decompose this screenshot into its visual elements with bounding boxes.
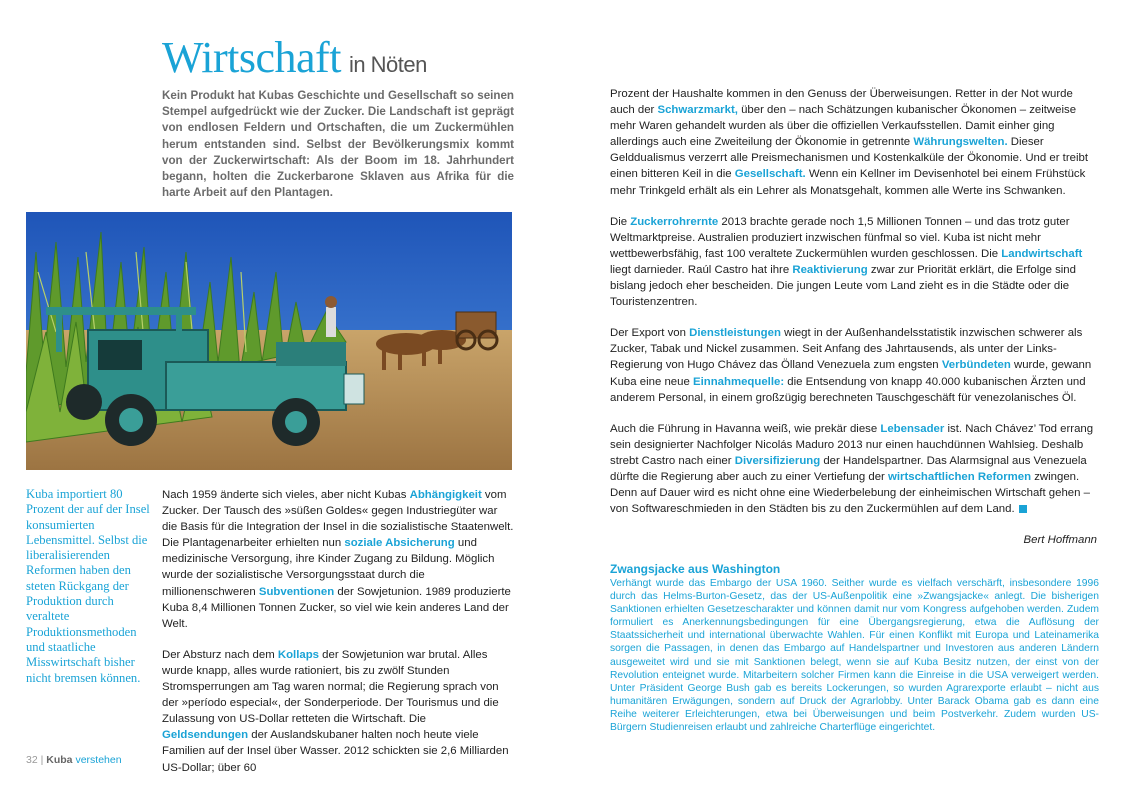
photo-illustration: [26, 212, 512, 470]
paragraph: Auch die Führung in Havanna weiß, wie prekär diese Lebensader ist. Nach Chávez’ Tod errang sein designierter Nachfolger Nicolás Maduro 2013 nur einen hauchdünnen Wahlsieg. Deshalb strebt Castro nach einer Diversifizierung der Handelspartner. Das Alarmsignal aus Venezuela dürfte die Regierung aber auch zu einer Vertiefung der wirtschaftlichen Reformen zwingen. Denn auf Dauer wird es nicht ohne eine Wiederbelebung der einheimischen Wirtschaft gehen – von Softwareschmieden in den Städten bis zu den Zuckermühlen auf dem Land.: [610, 422, 1094, 516]
sidebar-quote: Kuba importiert 80 Prozent der auf der Insel konsumierten Lebensmittel. Selbst die liberalisierenden Reformen haben den steten Rückgang der Produktion durch veraltete Produktionsmethoden und staatliche Misswirtschaft bisher nicht bremsen können.: [26, 487, 150, 685]
keyword: Einnahmequelle:: [692, 375, 785, 388]
keyword: Währungswelten.: [913, 136, 1008, 149]
footer-series: verstehen: [75, 754, 122, 766]
box-text: Verhängt wurde das Embargo der USA 1960. Seither wurde es vielfach verschärft, insbesondere 1996 durch das Helms-Burton-Gesetz, das der US-Außenpolitik eine »Zwangsjacke« anlegt. Die bisherigen Sanktionen erhielten Gesetzescharakter und können damit nur vom Kongress aufgehoben werden. Zudem formuliert es Anerkennungsbedingungen für eine Übergangsregierung, etwa die Auflösung der Staatssicherheit und international überwachte Wahlen. Für einen Konflikt mit Europa und Lateinamerika sorgen die Passagen, in denen das Embargo auf Handelspartner und Investoren aus anderen Ländern ausgeweitet wird und sie mit Sanktionen belegt, wenn sie auf Kuba Besitz nutzen, der einst von der Revolution enteignet wurde. Mitarbeitern solcher Firmen kann die Einreise in die USA verweigert werden. Unter Präsident George Bush gab es bereits Lockerungen, so wurden Agrarexporte erlaubt – nicht aus humanitären Erwägungen, sondern auf Druck der Agrarlobby. Unter Barack Obama gab es dann eine Reihe weiterer Erleichterungen, etwa bei Überweisungen und beim Postverkehr. Zudem wurden US-Bürgern Studienreisen erlaubt und zahlreiche Charterflüge eingerichtet.: [610, 578, 1099, 734]
paragraph: Der Absturz nach dem Kollaps der Sowjetunion war brutal. Alles wurde knapp, alles wurde rationiert, bis zu zwölf Stunden Stromsperrungen am Tag waren normal; die Regierung sprach von der »período especial«, der Sonderperiode. Der Tourismus und die Zulassung von US-Dollar retteten die Wirtschaft. Die Geldsendungen der Auslandskubaner halten noch heute viele Familien auf der Insel über Wasser. 2012 schickten sie 2,6 Milliarden US-Dollar; über 60: [162, 648, 509, 774]
keyword: Landwirtschaft: [1001, 247, 1083, 260]
keyword: Abhängigkeit: [409, 489, 482, 501]
title-sub: in Nöten: [348, 52, 427, 77]
intro-paragraph: Kein Produkt hat Kubas Geschichte und Gesellschaft so seinen Stempel aufgedrückt wie der Zucker. Die Landschaft ist geprägt von endlosen Feldern und Ortschaften, die um Zuckermühlen herum entstanden sind. Selbst der Bevölkerungsmix kommt von der Zuckerwirtschaft: Als der Boom im 18. Jahrhundert begann, holten die Zuckerbarone Sklaven aus Afrika für die harte Arbeit auf den Plantagen.: [162, 89, 514, 200]
end-square-icon: [1019, 505, 1027, 513]
box-title: Zwangsjacke aus Washington: [610, 562, 781, 576]
keyword: soziale Absicherung: [344, 537, 455, 550]
page-title: [162, 30, 427, 93]
keyword: Verbündeten: [941, 359, 1011, 372]
paragraph: Nach 1959 änderte sich vieles, aber nicht Kubas Abhängigkeit vom Zucker. Der Tausch des »süßen Goldes« gegen Industriegüter war die Basis für die Integration der Insel in die sozialistische Staatenwelt. Die Plantagenarbeiter erhielten nun soziale Absicherung und medizinische Versorgung, ihre Kinder Zugang zu Bildung. Möglich wurde der sozialistische Versorgungsstaat durch die millionenschweren Subventionen der Sowjetunion. 1989 produzierte Kuba 8,4 Millionen Tonnen Zucker, so viel wie kein anderes Land der Welt.: [162, 489, 514, 630]
footer-book-title: Kuba: [46, 754, 73, 766]
keyword: wirtschaftlichen Reformen: [888, 470, 1032, 483]
keyword: Lebensader: [880, 422, 945, 435]
keyword: Diversifizierung: [734, 454, 821, 467]
keyword: Dienstleistungen: [689, 327, 781, 340]
photo-sugarcane-harvest: [26, 212, 512, 470]
footer-separator: |: [40, 754, 44, 766]
paragraph: Der Export von Dienstleistungen wiegt in der Außenhandelsstatistik inzwischen schwerer als Zucker, Tabak und Nickel zusammen. Seit Anfang des Jahrtausends, als unter der Links-Regierung von Hugo Chávez das Ölland Venezuela zum engsten Verbündeten wurde, gewann Kuba eine neue Einnahmequelle: die Entsendung von knapp 40.000 kubanischen Ärzten und anderem Personal, in einem großzügig berechneten Tauschgeschäft für venezolanisches Öl.: [610, 327, 1092, 404]
body-column-right: [610, 86, 1097, 563]
title-main: Wirtschaft: [162, 33, 341, 82]
keyword: Gesellschaft.: [734, 168, 806, 181]
keyword: Geldsendungen: [162, 729, 249, 742]
keyword: Subventionen: [258, 585, 335, 598]
keyword: Schwarzmarkt,: [657, 104, 738, 117]
paragraph: Die Zuckerrohrernte 2013 brachte gerade noch 1,5 Millionen Tonnen – und das trotz guter Weltmarktpreise. Australien produziert inzwischen fünfmal so viel. Kuba ist nicht mehr wettbewerbsfähig, fast 100 veraltete Zuckermühlen wurden geschlossen. Die Landwirtschaft liegt darnieder. Raúl Castro hat ihre Reaktivierung zwar zur Priorität erklärt, die Erfolge sind bislang jedoch eher bescheiden. Die jungen Leute vom Land zieht es in die Städte oder die Touristenzentren.: [610, 215, 1083, 309]
body-column-left: [162, 487, 514, 791]
author-signature: Bert Hoffmann: [1023, 534, 1097, 547]
page-number: 32: [26, 754, 38, 766]
keyword: Kollaps: [277, 648, 320, 661]
keyword: Reaktivierung: [792, 263, 868, 276]
keyword: Zuckerrohrernte: [630, 215, 719, 228]
page-footer: [26, 754, 122, 766]
paragraph: Prozent der Haushalte kommen in den Genuss der Überweisungen. Retter in der Not wurde auch der Schwarzmarkt, über den – nach Schätzungen kubanischer Ökonomen – zeitweise mehr Waren gehandelt wurden als über die offiziellen Verkaufsstellen. Damit einher ging allerdings auch eine Zweiteilung der Ökonomie in getrennte Währungswelten. Dieser Gelddualismus verzerrt alle Preismechanismen und Kostenkalküle der Ökonomie. Und er treibt einen bitteren Keil in die Gesellschaft. Wenn ein Kellner im Devisenhotel bei einem Frühstück mehr Trinkgeld erhält als ein Lehrer als Monatsgehalt, kommen alle Werte ins Schwanken.: [610, 88, 1088, 197]
